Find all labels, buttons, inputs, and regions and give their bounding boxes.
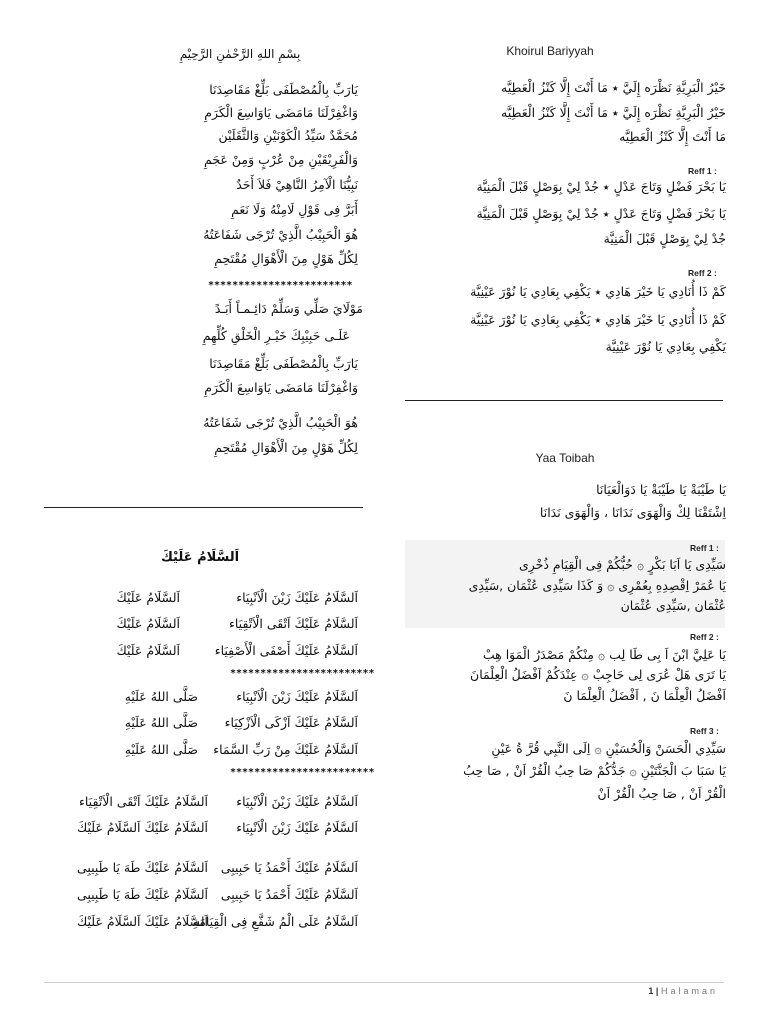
- poem2-line-3: يَارَبِّ بِالْمُصْطَفَى بَلِّغْ مَقَاصِدَنَا: [209, 356, 358, 371]
- salam-row-10-right: اَلسَّلَامُ عَلَيْكَ أَحْمَدُ يَا حَبِيبِى: [220, 887, 358, 902]
- poem1-line-1: يَارَبِّ بِالْمُصْطَفَى بَلِّغْ مَقَاصِدَنَا: [209, 82, 358, 97]
- salam-row-11-right: اَلسَّلَامُ عَلَى الْمُ شَفَّعِ فِى الْقِيَامَةِ: [192, 914, 358, 929]
- poem2-line-1: مَوْلَايَ صَلِّي وَسَلِّمْ دَائِـمـاً أَبَـدً: [214, 301, 363, 316]
- reff-1-label: Reff 1 :: [688, 166, 717, 176]
- t-reff-1-label: Reff 1 :: [690, 543, 719, 553]
- t-reff2-line-1: يَا عَلِيَّ ابْنَ اَ بِى طَا لِب ۞ مِنْكُمْ مَصْدَرُ الْمَوَا هِبْ: [482, 647, 726, 662]
- salam-row-11-left: اَلسَّلَامُ عَلَيْكَ اَلسَّلَامُ عَلَيْكَ: [77, 914, 208, 929]
- reff2-line-2: كَمْ ذَا أُنَادِي يَا خَيْرَ هَادِي ٭ يَكْفِي بِعَادِي يَا نُوْرَ عَيْنِيَّة: [470, 312, 726, 327]
- page-footer: [648, 986, 718, 996]
- salam-title: اَلسَّلَامُ عَلَيْكَ: [160, 550, 240, 565]
- poem1-line-4: وَالْفَرِيْقَيْنِ مِنْ عُرْبٍ وَمِنْ عَجَمِ: [204, 152, 358, 167]
- salam-row-5-right: اَلسَّلَامُ عَلَيْكَ اَزْكَى الْاَزْكِيَاء: [224, 715, 358, 730]
- t-reff3-line-2: يَا سَبَا بَ الْجَنَّتَيْنِ ۞ جَدُّكُمْ صَا حِبُ الْقُرْ اَنْ , صَا حِبُ: [463, 763, 726, 778]
- toibah-line-1: يَا طَيْبَةْ يَا طَيْبَةْ يَا دَوَالْعَيَانَا: [596, 482, 726, 497]
- khoirul-line-1: خَيْرُ الْبَرِيَّةِ نَظْرَه إِلَيَّ ٭ مَا أَنْتَ إِلَّا كَنْزُ الْعَطِيَّه: [501, 80, 726, 95]
- salam-row-2-left: اَلسَّلَامُ عَلَيْكَ: [116, 616, 180, 631]
- t-reff1-line-1: سَيِّدِى يَا اَبَا بَكْرٍ ۞ حُبُّكُمْ فِى الْقِيَامِ ذُخْرِى: [518, 557, 726, 572]
- poem1-line-5: نَبِيُّنَا الْآمِرُ النَّاهِيْ فَلاَ أَحَدٌ: [236, 177, 358, 192]
- salam-row-4-right: اَلسَّلَامُ عَلَيْكَ زَيْنَ الْاَنْبِيَاء: [236, 689, 358, 704]
- section-divider-left: [44, 507, 363, 508]
- t-reff-3-label: Reff 3 :: [690, 726, 719, 736]
- footer-separator: |: [655, 986, 659, 996]
- poem2-line-2: عَلَـى حَبِيْبِكَ خَيْـرِ الْخَلْقِ كُلِّهِمِ: [202, 328, 350, 343]
- salam-row-9-right: اَلسَّلَامُ عَلَيْكَ أَحْمَدُ يَا حَبِيبِى: [220, 860, 358, 875]
- reff2-line-1: كَمْ ذَا أُنَادِي يَا خَيْرَ هَادِي ٭ يَكْفِي بِعَادِي يَا نُوْرَ عَيْنِيَّة: [470, 284, 726, 299]
- salam-row-1-left: اَلسَّلَامُ عَلَيْكَ: [116, 590, 180, 605]
- poem1-line-3: مُحَمَّدٌ سَيِّدُ الْكَوْنَيْنِ وَالثَّقَلَيْن: [218, 128, 358, 143]
- t-reff3-line-1: سَيِّدِي الْحَسَنْ وَالْحُسَيْنِ ۞ اِلَى النَّبِي قُرَّ ةُ عَيْنِ: [491, 741, 726, 756]
- poem1-line-7: هُوَ الْحَبِيْبُ الَّذِيْ تُرْجَى شَفَاعَتُهُ: [203, 227, 358, 242]
- khoirul-line-3: مَا أَنْتَ إِلَّا كَنْزُ الْعَطِيَّه: [619, 129, 726, 144]
- poem2-line-4: وَاغْفِرْلَنَا مَامَضَى يَاوَاسِعَ الْكَرَمِ: [204, 380, 358, 395]
- salam-row-6-right: اَلسَّلَامُ عَلَيْكَ مِنْ رَبِّ السَّمَاء: [213, 742, 358, 757]
- section-divider-right: [405, 400, 723, 401]
- reff2-line-3: يَكْفِي بِعَادِي يَا نُوْرَ عَيْنِيَّة: [605, 339, 726, 354]
- salam-row-3-left: اَلسَّلَامُ عَلَيْكَ: [116, 643, 180, 658]
- salam-row-5-left: صَلَّى اللهُ عَلَيْهِ: [124, 715, 198, 730]
- poem2-line-6: لِكُلِّ هَوْلٍ مِنَ الْأَهْوَالِ مُقْتَحِمِ: [214, 440, 358, 455]
- t-reff3-line-3: الْقُرْ اَنْ , صَا حِبُ الْقُرْ اَنْ: [597, 786, 726, 801]
- reff1-line-3: جُدْ لِيْ بِوَصْلٍ قَبْلَ الْمَنِيَّة: [603, 231, 726, 246]
- basmalah: بِسْمِ اللهِ الرَّحْمٰنِ الرَّحِيْمِ: [179, 47, 301, 61]
- salam-row-2-right: اَلسَّلَامُ عَلَيْكَ اَتْقَى الْاَتْقِيَاء: [228, 616, 358, 631]
- salam-row-3-right: اَلسَّلَامُ عَلَيْكَ أَصْفَى الْأَصْفِيَاء: [214, 643, 358, 658]
- t-reff1-line-3: عُثْمَان ,سَيِّدِى عُثْمَان: [620, 598, 726, 613]
- salam-row-4-left: صَلَّى اللهُ عَلَيْهِ: [124, 689, 198, 704]
- khoirul-bariyyah-title: Khoirul Bariyyah: [506, 44, 594, 58]
- reff1-line-1: يَا بَحْرَ فَضْلٍ وَتَاجَ عَدْلٍ ٭ جُدْ لِيْ بِوَصْلٍ قَبْلَ الْمَنِيَّة: [476, 179, 726, 194]
- poem2-line-5: هُوَ الْحَبِيْبُ الَّذِيْ تُرْجَى شَفَاعَتُهُ: [203, 415, 358, 430]
- t-reff2-line-3: اَفْضَلُ الْعِلْمَا نَ , اَفْضَلُ الْعِلْمَا نَ: [563, 688, 726, 703]
- salam-row-6-left: صَلَّى اللهُ عَلَيْهِ: [124, 742, 198, 757]
- reff-2-label: Reff 2 :: [688, 268, 717, 278]
- t-reff-2-label: Reff 2 :: [690, 632, 719, 642]
- salam-row-8-left: اَلسَّلَامُ عَلَيْكَ اَلسَّلَامُ عَلَيْكَ: [77, 820, 208, 835]
- star-divider-2: ************************: [230, 668, 375, 679]
- page-number: 1: [648, 986, 654, 996]
- toibah-line-2: اِشْتَقْنَا لِكْ وَالْهَوَى نَدَانَا ، وَالْهَوَى نَدَانَا: [539, 505, 726, 520]
- poem1-line-8: لِكُلِّ هَوْلٍ مِنَ الْأَهْوَالِ مُقْتَحِمِ: [214, 251, 358, 266]
- khoirul-line-2: خَيْرُ الْبَرِيَّةِ نَظْرَه إِلَيَّ ٭ مَا أَنْتَ إِلَّا كَنْزُ الْعَطِيَّه: [501, 105, 726, 120]
- footer-label: Halaman: [660, 986, 718, 996]
- salam-row-1-right: اَلسَّلَامُ عَلَيْكَ زَيْنَ الْاَنْبِيَاء: [236, 590, 358, 605]
- poem1-line-6: أَبَرَّ فِى قَوْلِ لَامِنْهُ وَلَا نَعَمِ: [231, 202, 358, 217]
- yaa-toibah-title: Yaa Toibah: [535, 451, 595, 465]
- star-divider-3: ************************: [230, 767, 375, 778]
- salam-row-7-right: اَلسَّلَامُ عَلَيْكَ زَيْنَ الْاَنْبِيَاء: [236, 794, 358, 809]
- salam-row-8-right: اَلسَّلَامُ عَلَيْكَ زَيْنَ الْاَنْبِيَاء: [236, 820, 358, 835]
- salam-row-10-left: اَلسَّلَامُ عَلَيْكَ طَهَ يَا طَبِيبِى: [76, 887, 208, 902]
- poem1-line-2: وَاغْفِرْلَنَا مَامَضَى يَاوَاسِعَ الْكَرَمِ: [204, 105, 358, 120]
- salam-row-9-left: اَلسَّلَامُ عَلَيْكَ طَهَ يَا طَبِيبِى: [76, 860, 208, 875]
- salam-row-7-left: اَلسَّلَامُ عَلَيْكَ اَتْقَى الْاَتْقِيَاء: [78, 794, 208, 809]
- footer-rule: [44, 982, 724, 983]
- star-divider: ************************: [208, 280, 353, 291]
- t-reff1-line-2: يَا عُمَرْ اِقْصِدِهِ بِعُمْرِى ۞ وَ كَذَا سَيِّدِى عُثْمَان ,سَيِّدِى: [468, 578, 726, 593]
- reff1-line-2: يَا بَحْرَ فَضْلٍ وَتَاجَ عَدْلٍ ٭ جُدْ لِيْ بِوَصْلٍ قَبْلَ الْمَنِيَّة: [476, 206, 726, 221]
- t-reff2-line-2: يَا تَرَى هَلْ عُرَى لِى حَاجِبْ ۞ عِنْدَكُمْ اَفْضَلُ الْعِلْمَانَ: [470, 667, 726, 682]
